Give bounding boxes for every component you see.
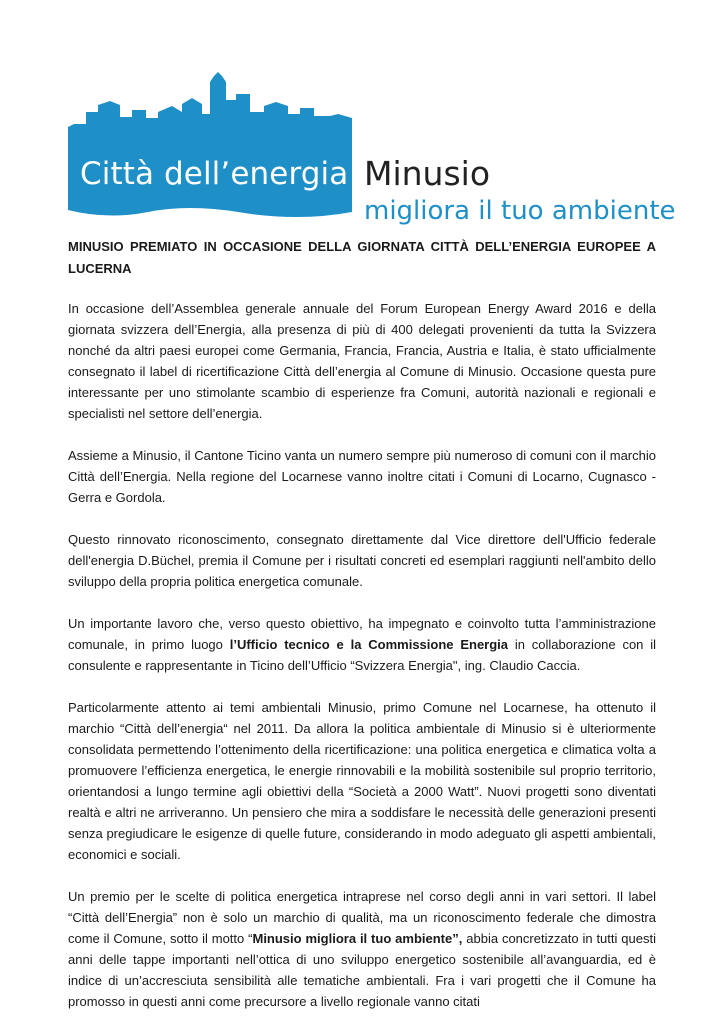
paragraph-6-text-a: Un premio per le scelte di politica energetica intraprese nel corso degli anni in vari settori. Il label “Città dell’Energia” non è solo un marchio di qualità, ma un riconoscimento federale che dimostra come il Comune, sotto il motto “ — [68, 889, 656, 946]
paragraph-2: Assieme a Minusio, il Cantone Ticino vanta un numero sempre più numeroso di comuni con il marchio Città dell’Energia. Nella regione del Locarnese vanno inoltre citati i Comuni di Locarno, Cugnasco - Gerra e Gordola. — [68, 448, 656, 505]
paragraph-6-text-b: abbia concretizzato in tutti questi anni delle tappe importanti nell’ottica di uno sviluppo energetico sostenibile all’avanguardia, ed è indice di un’accresciuta sensibilità alle tematiche ambientali. Fra i vari progetti che il Comune ha promosso in questi anni come precursore a livello regionale vanno citati — [68, 931, 656, 1009]
paragraph-4-bold: l’Ufficio tecnico e la Commissione Energia — [229, 637, 509, 652]
article-title: MINUSIO PREMIATO IN OCCASIONE DELLA GIORNATA CITTÀ DELL’ENERGIA EUROPEE A LUCERNA — [68, 239, 656, 276]
logo-brand-text: Città dell’energia — [80, 156, 349, 192]
paragraph-4 — [68, 613, 656, 676]
paragraph-6 — [68, 886, 656, 1012]
paragraph-1: In occasione dell’Assemblea generale annuale del Forum European Energy Award 2016 e della giornata svizzera dell’Energia, alla presenza di più di 400 delegati provenienti da tutta la Svizzera nonché da altri paesi europei come Germania, Francia, Francia, Austria e Italia, è stato ufficialmente consegnato il label di ricertificazione Città dell’energia al Comune di Minusio. Occasione questa pure interessante per uno stimolante scambio di esperienze fra Comuni, autorità nazionali e regionali e specialisti nel settore dell’energia. — [68, 301, 656, 421]
paragraph-4-text-a: Un importante lavoro che, verso questo obiettivo, ha impegnato e coinvolto tutta l’amministrazione comunale, in primo luogo — [68, 616, 656, 652]
article — [68, 236, 656, 1033]
paragraph-6-bold: Minusio migliora il tuo ambiente”, — [252, 931, 463, 946]
paragraph-4-text-b: in collaborazione con il consulente e rappresentante in Ticino dell’Ufficio “Svizzera Energia", ing. Claudio Caccia. — [68, 637, 657, 673]
logo — [68, 72, 676, 232]
logo-town-name: Minusio — [364, 154, 491, 193]
paragraph-5: Particolarmente attento ai temi ambientali Minusio, primo Comune nel Locarnese, ha ottenuto il marchio “Città dell’energia“ nel 2011. Da allora la politica ambientale di Minusio si è ulteriormente consolidata permettendo l’ottenimento della ricertificazione: una politica energetica e climatica volta a promuovere l’efficienza energetica, le energie rinnovabili e la mobilità sostenibile sul proprio territorio, orientandosi a lungo termine agli obiettivi della “Società a 2000 Watt”. Nuovi progetti sono diventati realtà e altri ne arriveranno. Un pensiero che mira a soddisfare le necessità delle generazioni presenti senza pregiudicare le esigenze di quelle future, considerando in modo adeguato gli aspetti ambientali, economici e sociali. — [68, 700, 656, 862]
logo-slogan: migliora il tuo ambiente — [364, 196, 676, 226]
paragraph-3: Questo rinnovato riconoscimento, consegnato direttamente dal Vice direttore dell'Ufficio federale dell'energia D.Büchel, premia il Comune per i risultati concreti ed esemplari raggiunti nell'ambito dello sviluppo della propria politica energetica comunale. — [68, 532, 656, 589]
